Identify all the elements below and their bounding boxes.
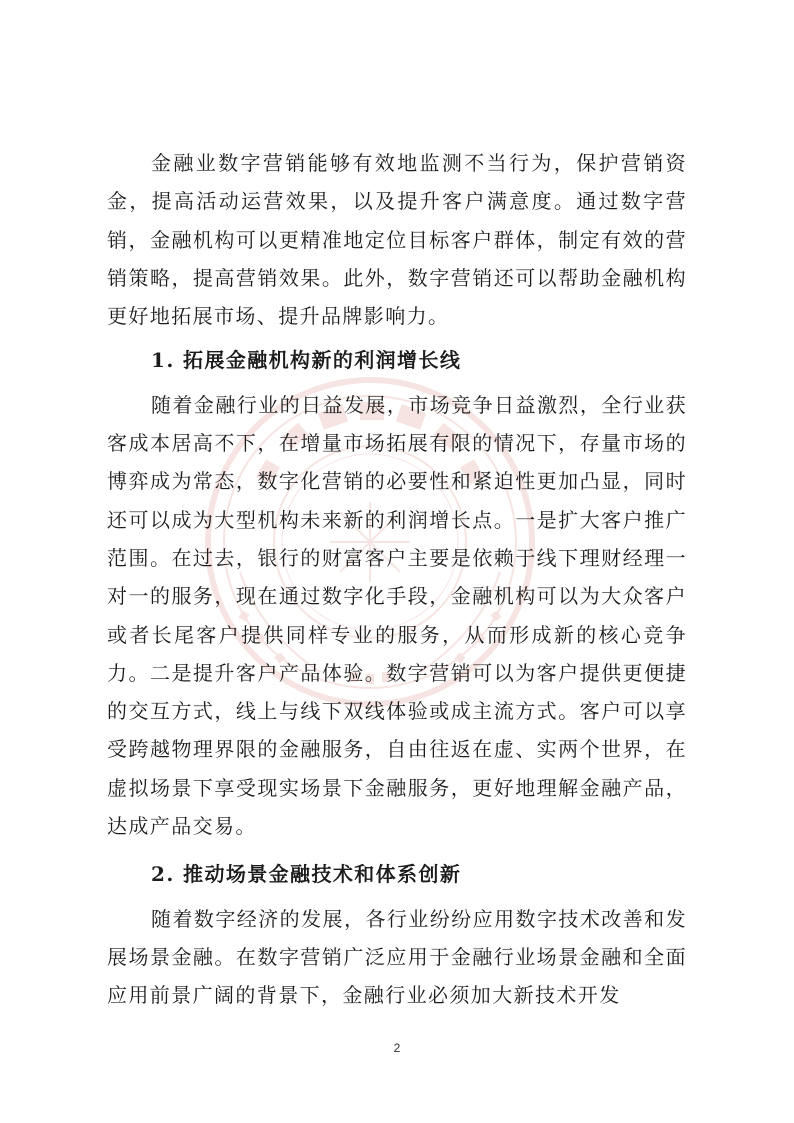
paragraph-section-2: 随着数字经济的发展，各行业纷纷应用数字技术改善和发展场景金融。在数字营销广泛应用于金融行业场景金融和全面应用前景广阔的背景下，金融行业必须加大新技术开发	[107, 906, 687, 1008]
page-number: 2	[393, 1041, 401, 1055]
paragraph-section-1: 随着金融行业的日益发展，市场竞争日益激烈，全行业获客成本居高不下，在增量市场拓展有限的情况下，存量市场的博弈成为常态，数字化营销的必要性和紧迫性更加凸显，同时还可以成为大型机构未来新的利润增长点。一是扩大客户推广范围。在过去，银行的财富客户主要是依赖于线下理财经理一对一的服务，现在通过数字化手段，金融机构可以为大众客户或者长尾客户提供同样专业的服务，从而形成新的核心竞争力。二是提升客户产品体验。数字营销可以为客户提供更便捷的交互方式，线上与线下双线体验或成主流方式。客户可以享受跨越物理界限的金融服务，自由往返在虚、实两个世界，在虚拟场景下享受现实场景下金融服务，更好地理解金融产品，达成产品交易。	[107, 392, 687, 839]
paragraph-intro: 金融业数字营销能够有效地监测不当行为，保护营销资金，提高活动运营效果，以及提升客户满意度。通过数字营销，金融机构可以更精准地定位目标客户群体，制定有效的营销策略，提高营销效果。此外，数字营销还可以帮助金融机构更好地拓展市场、提升品牌影响力。	[107, 151, 687, 329]
document-body	[107, 144, 687, 1015]
section-heading-1: 1. 拓展金融机构新的利润增长线	[151, 348, 462, 373]
section-heading-2: 2. 推动场景金融技术和体系创新	[151, 862, 462, 887]
